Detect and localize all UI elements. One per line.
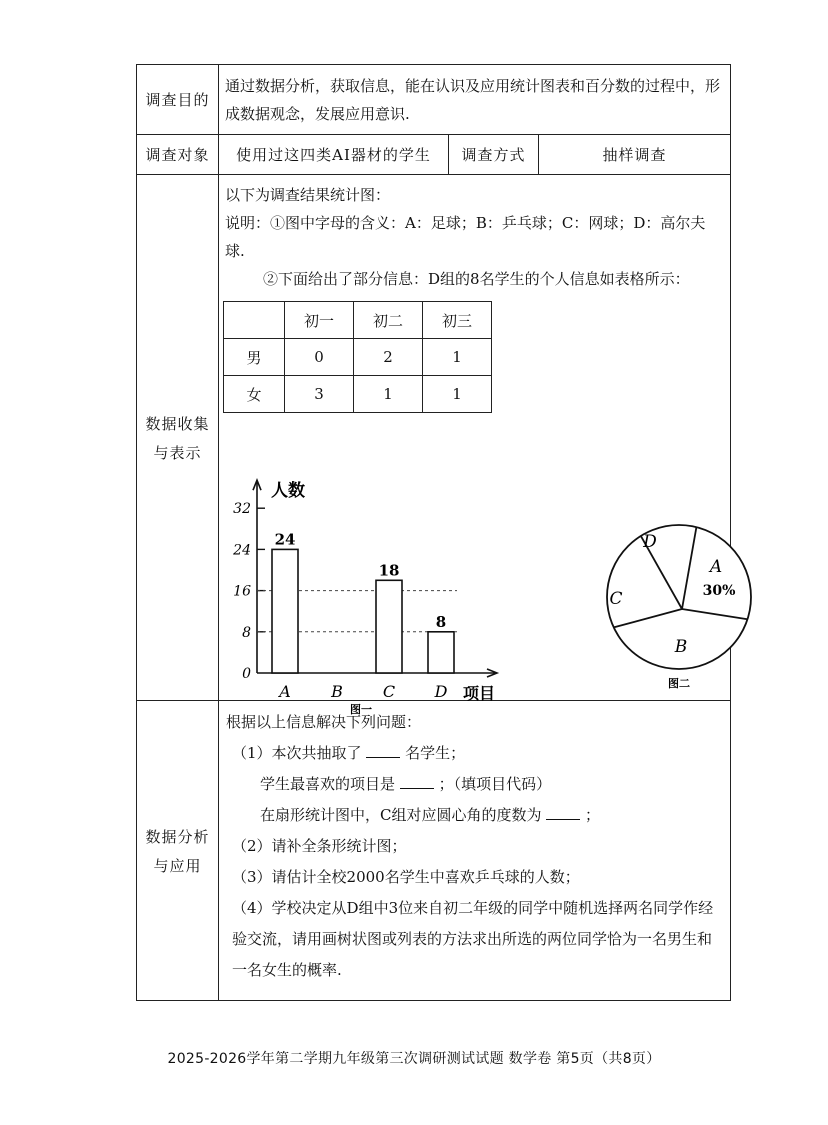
- question-1a-suffix: 名学生；: [405, 744, 466, 762]
- question-4: （4）学校决定从D组中3位来自初二年级的同学中随机选择两名同学作经验交流，请用画树状图或列表的方法求出所选的两位同学恰为一名男生和一名女生的概率.: [232, 899, 714, 979]
- y-tick-label: 32: [233, 501, 251, 518]
- d-table-cell: 1: [423, 376, 492, 413]
- charts-area: [219, 459, 807, 716]
- bar-chart-caption: 图一: [350, 703, 372, 716]
- x-tick-label: B: [331, 682, 343, 701]
- pie-chart: [607, 525, 751, 690]
- collection-label-line2: 与表示: [153, 443, 202, 462]
- y-tick-label: 8: [242, 624, 251, 641]
- d-table-header: 初二: [354, 302, 423, 339]
- d-table-cell: 3: [285, 376, 354, 413]
- question-1c: [220, 800, 729, 831]
- y-axis-label: 人数: [271, 481, 305, 502]
- collection-label-line1: 数据收集: [145, 414, 210, 433]
- question-2: （2）请补全条形统计图；: [232, 837, 407, 855]
- bar-D: [428, 632, 454, 673]
- analysis-label-line1: 数据分析: [145, 827, 210, 846]
- question-1c-suffix: ；: [585, 806, 601, 824]
- question-1b-text: 学生最喜欢的项目是: [260, 775, 396, 793]
- pie-slice-label-C: C: [609, 589, 623, 609]
- purpose-text: 通过数据分析，获取信息，能在认识及应用统计图表和百分数的过程中，形成数据观念，发展应用意识.: [219, 65, 731, 135]
- d-table-header: [224, 302, 285, 339]
- analysis-label: [137, 701, 219, 1001]
- subject-label: 调查对象: [137, 135, 219, 175]
- answer-blank[interactable]: [400, 774, 434, 789]
- survey-table: [136, 64, 736, 1001]
- y-tick-label: 24: [233, 542, 251, 559]
- collection-cell: [219, 175, 736, 716]
- bar-value-label: 18: [378, 561, 400, 580]
- bar-C: [376, 580, 402, 673]
- method-label: 调查方式: [449, 135, 539, 175]
- collection-note1: 说明：①图中字母的含义：A：足球；B：乒乓球；C：网球；D：高尔夫球.: [225, 214, 706, 260]
- d-table-cell: 1: [423, 339, 492, 376]
- bar-value-label: 8: [435, 612, 447, 631]
- pie-slice-label-B: B: [674, 637, 688, 657]
- x-axis-label: 项目: [463, 684, 496, 703]
- d-table-cell: 男: [224, 339, 285, 376]
- bar-chart: [232, 480, 497, 716]
- x-tick-label: A: [279, 682, 291, 701]
- collection-label: [137, 175, 219, 701]
- question-1a-text: （1）本次共抽取了: [232, 744, 362, 762]
- bar-value-label: 24: [274, 530, 296, 549]
- x-tick-label: D: [434, 682, 448, 701]
- pie-percent-label: 30%: [702, 583, 736, 599]
- d-table-cell: 1: [354, 376, 423, 413]
- pie-slice-label-D: D: [643, 532, 657, 552]
- analysis-intro: 根据以上信息解决下列问题：: [226, 713, 422, 731]
- d-table-cell: 2: [354, 339, 423, 376]
- d-group-table: [223, 301, 492, 413]
- answer-blank[interactable]: [366, 743, 400, 758]
- d-table-header: 初一: [285, 302, 354, 339]
- question-3: （3）请估计全校2000名学生中喜欢乒乓球的人数；: [232, 868, 580, 886]
- bar-A: [272, 549, 298, 673]
- collection-note2: ②下面给出了部分信息：D组的8名学生的个人信息如表格所示：: [263, 270, 690, 288]
- analysis-label-line2: 与应用: [153, 856, 202, 875]
- question-1a: [220, 738, 729, 769]
- y-tick-label: 0: [242, 666, 251, 682]
- method-value: 抽样调查: [539, 135, 731, 175]
- pie-slice-label-A: A: [709, 557, 723, 577]
- d-table-cell: 女: [224, 376, 285, 413]
- collection-intro: 以下为调查结果统计图：: [225, 186, 391, 204]
- question-1b-suffix: ；（填项目代码）: [438, 775, 552, 793]
- analysis-cell: [219, 701, 731, 1001]
- y-tick-label: 16: [233, 583, 251, 600]
- purpose-label: 调查目的: [137, 65, 219, 135]
- x-tick-label: C: [382, 682, 396, 701]
- subject-value: 使用过这四类AI器材的学生: [219, 135, 449, 175]
- question-1b: [220, 769, 729, 800]
- question-1c-text: 在扇形统计图中，C组对应圆心角的度数为: [260, 806, 542, 824]
- answer-blank[interactable]: [546, 805, 580, 820]
- d-table-header: 初三: [423, 302, 492, 339]
- pie-chart-caption: 图二: [668, 677, 690, 690]
- d-table-cell: 0: [285, 339, 354, 376]
- page-footer: 2025-2026学年第二学期九年级第三次调研测试试题 数学卷 第5页（共8页）: [167, 1051, 661, 1067]
